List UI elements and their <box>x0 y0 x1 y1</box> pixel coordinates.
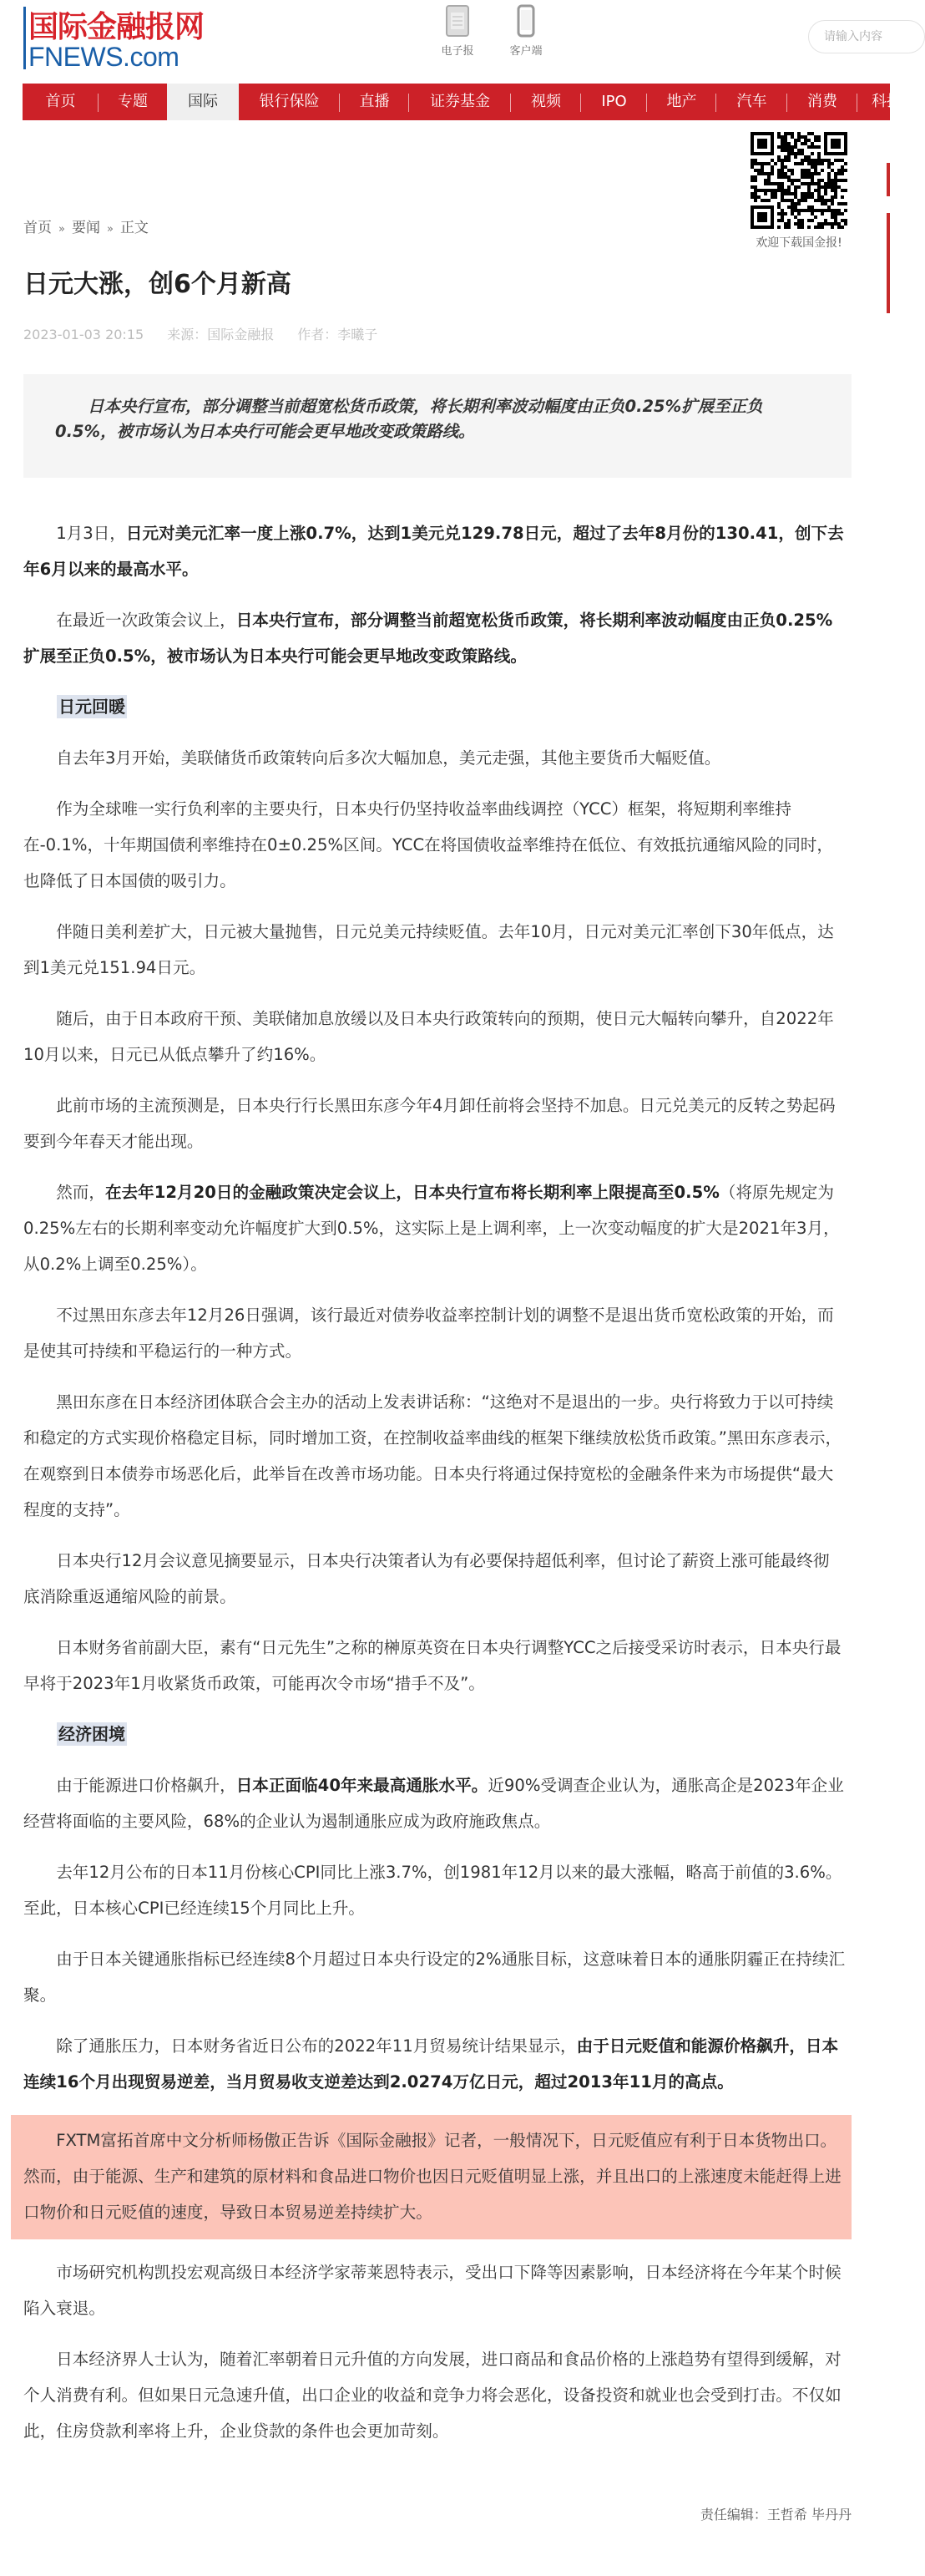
bold-text: 日元对美元汇率一度上涨0.7%，达到1美元兑129.78日元，超过了去年8月份的130.41，创下去年6月以来的最高水平。 <box>23 524 844 579</box>
publish-datetime: 2023-01-03 20:15 <box>23 327 144 342</box>
paragraph <box>23 2254 846 2326</box>
main-nav <box>23 84 902 120</box>
nav-item-label: 直播 <box>359 93 390 110</box>
paragraph <box>23 602 846 674</box>
text: 市场研究机构凯投宏观高级日本经济学家蒂莱恩特表示，受出口下降等因素影响，日本经济将在今年某个时候陷入衰退。 <box>23 2263 842 2318</box>
text: 去年12月公布的日本11月份核心CPI同比上涨3.7%，创1981年12月以来的最大涨幅，略高于前值的3.6%。至此，日本核心CPI已经连续15个月同比上升。 <box>23 1863 842 1918</box>
paragraph <box>23 1543 846 1615</box>
text: （将原先规定为0.25%左右的长期利率变动允许幅度扩大到0.5%，这实际上是上调利率，上一次变动幅度的扩大是2021年3月，从0.2%上调至0.25%）。 <box>23 1183 840 1274</box>
text: 日本经济界人士认为，随着汇率朝着日元升值的方向发展，进口商品和食品价格的上涨趋势有望得到缓解，对个人消费有利。但如果日元急速升值，出口企业的收益和竞争力将会恶化，设备投资和就业也会受到打击。不仅如此，住房贷款利率将上升，企业贷款的条件也会更加苛刻。 <box>23 2350 842 2441</box>
paragraph <box>23 1297 846 1369</box>
text: 日本央行12月会议意见摘要显示，日本央行决策者认为有必要保持超低利率，但讨论了薪资上涨可能最终彻底消除重返通缩风险的前景。 <box>23 1551 830 1606</box>
nav-item[interactable] <box>239 84 340 120</box>
text: 作为全球唯一实行负利率的主要央行，日本央行仍坚持收益率曲线调控（YCC）框架，将短期利率维持在-0.1%，十年期国债利率维持在0±0.25%区间。YCC在将国债收益率维持在低位、有效抵抗通缩风险的同时，也降低了日本国债的吸引力。 <box>23 799 833 890</box>
text: 在最近一次政策会议上， <box>56 611 236 630</box>
nav-item[interactable] <box>716 84 787 120</box>
e-paper-label: 电子报 <box>441 45 474 58</box>
breadcrumb-current: 正文 <box>119 220 149 236</box>
nav-item-label: 地产 <box>666 93 697 110</box>
paragraph <box>23 1001 846 1072</box>
text: 然而， <box>56 1183 105 1202</box>
article-author: 作者：李曦子 <box>297 327 378 342</box>
paragraph <box>23 1941 846 2013</box>
text: FXTM富拓首席中文分析师杨傲正告诉《国际金融报》记者，一般情况下，日元贬值应有利于日本货物出口。然而，由于能源、生产和建筑的原材料和食品进口物价也因日元贬值明显上涨，并且出口的上涨速度未能赶得上进口物价和日元贬值的速度，导致日本贸易逆差持续扩大。 <box>23 2131 842 2222</box>
section-heading <box>23 689 846 725</box>
qr-caption: 欢迎下载国金报! <box>756 236 842 250</box>
paragraph <box>23 1854 846 1926</box>
breadcrumb-news[interactable]: 要闻 <box>71 220 100 236</box>
article-meta <box>23 324 401 343</box>
logo-accent-bar <box>23 7 26 69</box>
breadcrumb <box>23 216 149 236</box>
nav-item-label: IPO <box>601 93 627 110</box>
text: 伴随日美利差扩大，日元被大量抛售，日元兑美元持续贬值。去年10月，日元对美元汇率创下30年低点，达到1美元兑151.94日元。 <box>23 922 834 977</box>
article-source: 来源：国际金融报 <box>167 327 275 342</box>
nav-item[interactable] <box>340 84 409 120</box>
text: 由于日本关键通胀指标已经连续8个月超过日本央行设定的2%通胀目标，这意味着日本的通胀阴霾正在持续汇聚。 <box>23 1950 846 2005</box>
bold-text: 日本正面临40年来最高通胀水平。 <box>235 1776 488 1795</box>
text: 此前市场的主流预测是，日本央行行长黑田东彦今年4月卸任前将会坚持不加息。日元兑美元的反转之势起码要到今年春天才能出现。 <box>23 1096 836 1151</box>
bold-text: 在去年12月20日的金融政策决定会议上，日本央行宣布将长期利率上限提高至0.5% <box>104 1183 720 1202</box>
nav-item-label: 首页 <box>45 93 76 110</box>
nav-item-label: 证券基金 <box>430 93 490 110</box>
paragraph <box>23 1630 846 1701</box>
nav-item[interactable] <box>581 84 647 120</box>
app-download-qr-code <box>751 132 847 229</box>
paragraph <box>23 1174 846 1282</box>
paragraph <box>23 2341 846 2449</box>
breadcrumb-separator: » <box>106 223 114 236</box>
section-heading-text: 经济困境 <box>58 1724 125 1744</box>
nav-item-label: 专题 <box>118 93 148 110</box>
nav-item[interactable] <box>409 84 511 120</box>
text: 由于能源进口价格飙升， <box>56 1776 236 1795</box>
text: 1月3日， <box>56 524 126 543</box>
section-heading-text: 日元回暖 <box>58 697 125 717</box>
article-summary: 日本央行宣布，部分调整当前超宽松货币政策，将长期利率波动幅度由正负0.25%扩展至正负0.5%，被市场认为日本央行可能会更早地改变政策路线。 <box>23 374 852 478</box>
paragraph <box>23 1384 846 1528</box>
nav-item-label: 科技 <box>872 93 902 110</box>
paragraph <box>23 2028 846 2100</box>
site-logo-domain[interactable]: FNEWS.com <box>28 42 179 72</box>
e-paper-link[interactable] <box>432 5 483 58</box>
article-title: 日元大涨，创6个月新高 <box>23 270 291 299</box>
client-app-label: 客户端 <box>509 45 543 58</box>
paragraph <box>23 515 846 587</box>
text: 日本财务省前副大臣，素有“日元先生”之称的榊原英资在日本央行调整YCC之后接受采访时表示，日本央行最早将于2023年1月收紧货币政策，可能再次令市场“措手不及”。 <box>23 1638 842 1693</box>
paragraph <box>23 791 846 899</box>
nav-item-label: 银行保险 <box>259 93 320 110</box>
article-body <box>23 515 846 2464</box>
client-app-link[interactable] <box>501 5 551 58</box>
paragraph <box>23 740 846 776</box>
nav-item[interactable] <box>167 84 239 120</box>
floating-sidebar-edge[interactable] <box>887 213 890 313</box>
text: 不过黑田东彦去年12月26日强调，该行最近对债券收益率控制计划的调整不是退出货币宽松政策的开始，而是使其可持续和平稳运行的一种方式。 <box>23 1306 834 1361</box>
search-input[interactable] <box>808 20 925 53</box>
text: 随后，由于日本政府干预、美联储加息放缓以及日本央行政策转向的预期，使日元大幅转向攀升，自2022年10月以来，日元已从低点攀升了约16%。 <box>23 1009 834 1064</box>
responsible-editor: 责任编辑：王哲希 毕丹丹 <box>700 2507 852 2523</box>
nav-item[interactable] <box>647 84 716 120</box>
text: 自去年3月开始，美联储货币政策转向后多次大幅加息，美元走强，其他主要货币大幅贬值。 <box>56 748 721 768</box>
text: 除了通胀压力，日本财务省近日公布的2022年11月贸易统计结果显示， <box>56 2036 577 2056</box>
bold-text: 日本央行宣布，部分调整当前超宽松货币政策，将长期利率波动幅度由正负0.25%扩展至正负0.5%，被市场认为日本央行可能会更早地改变政策路线。 <box>23 611 833 666</box>
nav-item-label: 视频 <box>531 93 561 110</box>
paragraph <box>23 914 846 986</box>
breadcrumb-home[interactable]: 首页 <box>23 220 52 236</box>
highlighted-paragraph <box>11 2115 852 2239</box>
text: 黑田东彦在日本经济团体联合会主办的活动上发表讲话称：“这绝对不是退出的一步。央行将致力于以可持续和稳定的方式实现价格稳定目标，同时增加工资，在控制收益率曲线的框架下继续放松货币政策。”黑田东彦表示，在观察到日本债券市场恶化后，此举旨在改善市场功能。日本央行将通过保持宽松的金融条件来为市场提供“最大程度的支持”。 <box>23 1392 842 1519</box>
nav-item-label: 消费 <box>807 93 837 110</box>
newspaper-icon <box>446 5 469 37</box>
paragraph <box>23 1767 846 1839</box>
nav-item[interactable] <box>857 84 916 120</box>
section-heading <box>23 1716 846 1752</box>
site-logo[interactable]: 国际金融报网 <box>28 9 205 44</box>
nav-item[interactable] <box>23 84 99 120</box>
mobile-phone-icon <box>517 5 535 37</box>
search-placeholder: 请输入内容 <box>824 30 882 43</box>
text: 近90%受调查企业认为，通胀高企是2023年企业经营将面临的主要风险，68%的企业认为遏制通胀应成为政府施政焦点。 <box>23 1776 844 1831</box>
bold-text: 由于日元贬值和能源价格飙升，日本连续16个月出现贸易逆差，当月贸易收支逆差达到2.0274万亿日元，超过2013年11月的高点。 <box>23 2036 839 2092</box>
breadcrumb-separator: » <box>58 223 65 236</box>
paragraph <box>23 1088 846 1159</box>
nav-item[interactable] <box>99 84 167 120</box>
nav-item[interactable] <box>787 84 857 120</box>
nav-item-label: 国际 <box>188 93 218 110</box>
nav-item[interactable] <box>511 84 581 120</box>
nav-item-label: 汽车 <box>736 93 767 110</box>
floating-sidebar-edge[interactable] <box>887 163 890 196</box>
